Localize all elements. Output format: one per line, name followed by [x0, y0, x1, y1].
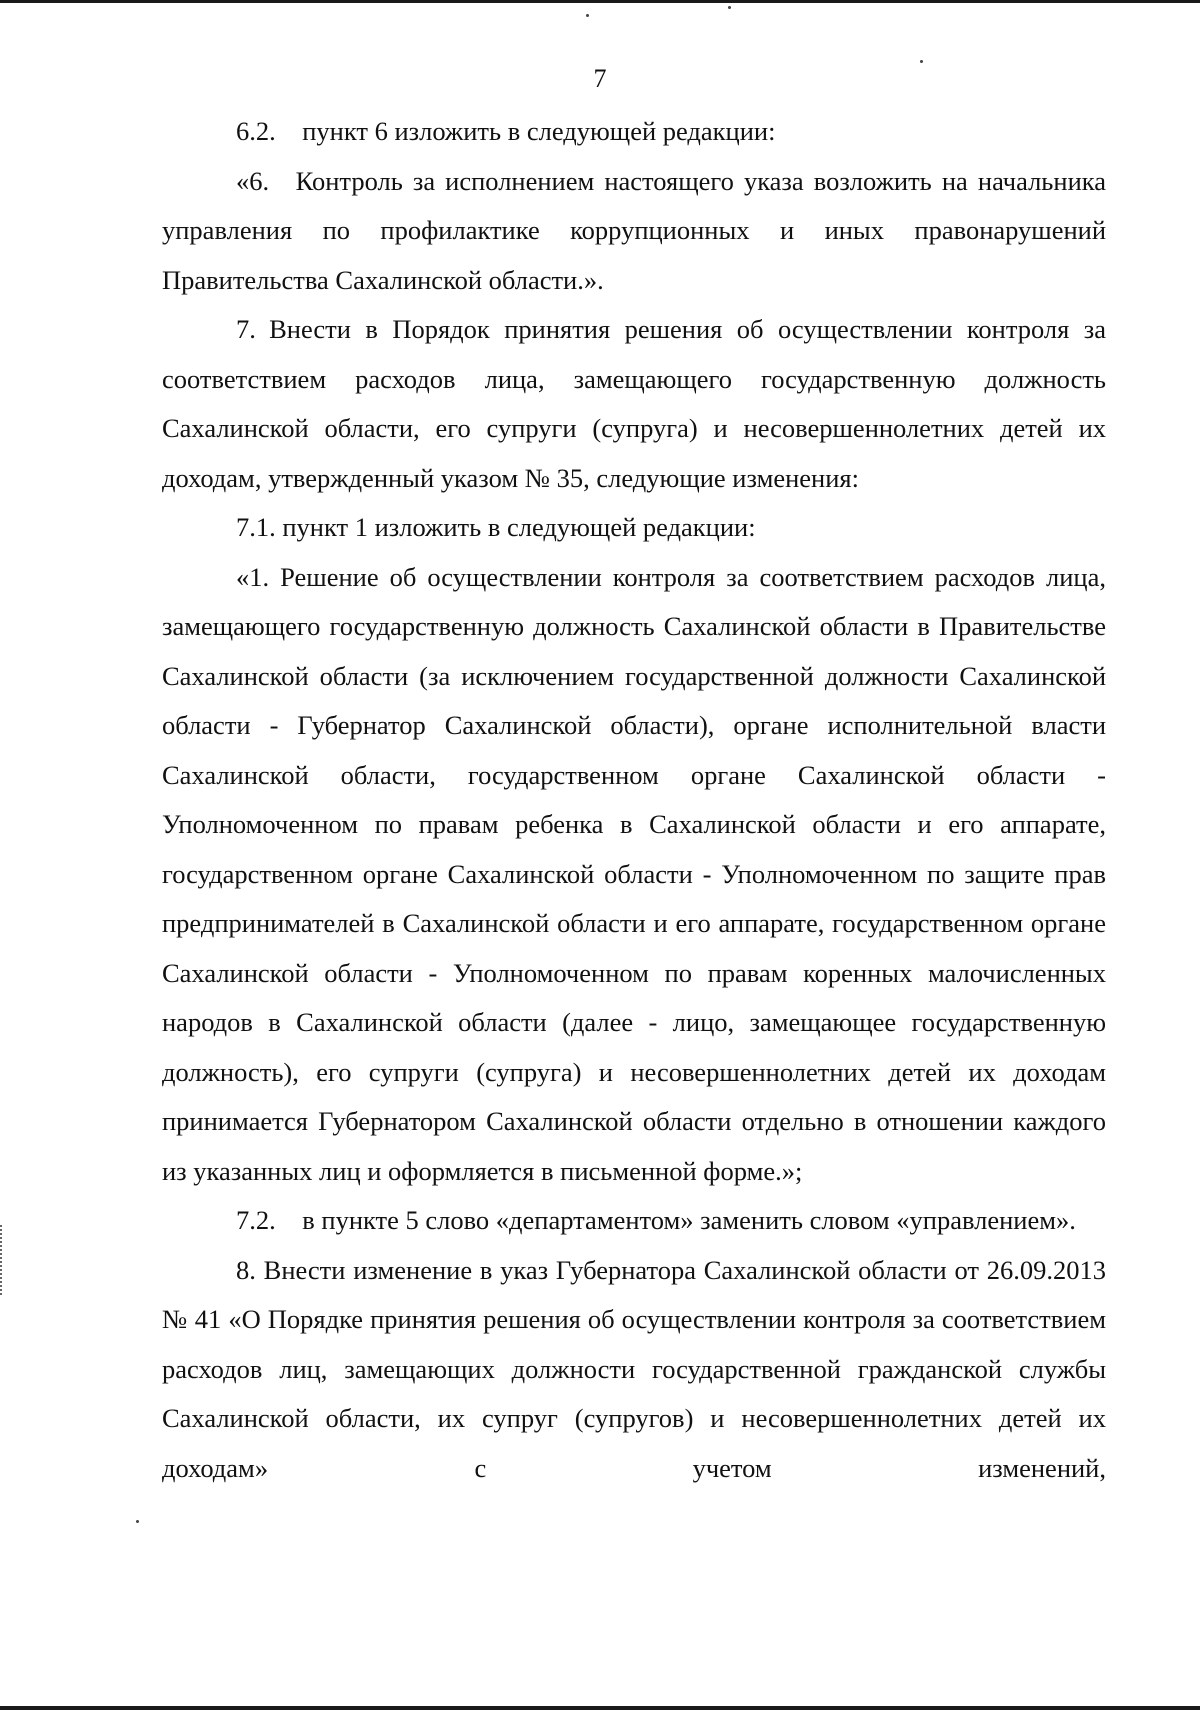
document-body — [162, 107, 1106, 1493]
paragraph-quote-6: «6. Контроль за исполнением настоящего указа возложить на начальника управления по профилактике коррупционных и иных правонарушений Правительства Сахалинской области.». — [162, 165, 1106, 295]
paragraph-8: 8. Внести изменение в указ Губернатора Сахалинской области от 26.09.2013 № 41 «О Порядке принятия решения об осуществлении контроля за соответствием расходов лиц, замещающих должности государственной гражданской службы Сахалинской области, их супруг (супругов) и несовершеннолетних детей их доходам» с учетом изменений, — [162, 1254, 1106, 1483]
scan-speck — [728, 6, 731, 9]
scan-top-edge — [0, 0, 1200, 3]
paragraph-7-1: 7.1. пункт 1 изложить в следующей редакции: — [236, 512, 756, 542]
scan-left-marks — [0, 1225, 6, 1295]
page-number: 7 — [593, 64, 607, 93]
paragraph-6-2: 6.2. пункт 6 изложить в следующей редакции: — [236, 116, 776, 146]
paragraph-quote-1: «1. Решение об осуществлении контроля за соответствием расходов лица, замещающего государственную должность Сахалинской области в Правительстве Сахалинской области (за исключением государственной должности Сахалинской области - Губернатор Сахалинской области), органе исполнительной власти Сахалинской области, государственном органе Сахалинской области - Уполномоченном по правам ребенка в Сахалинской области и его аппарате, государственном органе Сахалинской области - Уполномоченном по защите прав предпринимателей в Сахалинской области и его аппарате, государственном органе Сахалинской области - Уполномоченном по правам коренных малочисленных народов в Сахалинской области (далее - лицо, замещающее государственную должность), его супруги (супруга) и несовершеннолетних детей их доходам принимается Губернатором Сахалинской области отдельно в отношении каждого из указанных лиц и оформляется в письменной форме.»; — [162, 561, 1106, 1186]
paragraph-7: 7. Внести в Порядок принятия решения об осуществлении контроля за соответствием расходов лица, замещающего государственную должность Сахалинской области, его супруги (супруга) и несовершеннолетних детей их доходам, утвержденный указом № 35, следующие изменения: — [162, 314, 1106, 493]
paragraph-7-2: 7.2. в пункте 5 слово «департаментом» заменить словом «управлением». — [236, 1205, 1076, 1235]
scan-bottom-edge — [0, 1706, 1200, 1710]
scan-speck — [586, 14, 589, 17]
scan-speck — [136, 1520, 139, 1523]
scan-speck — [920, 60, 923, 63]
